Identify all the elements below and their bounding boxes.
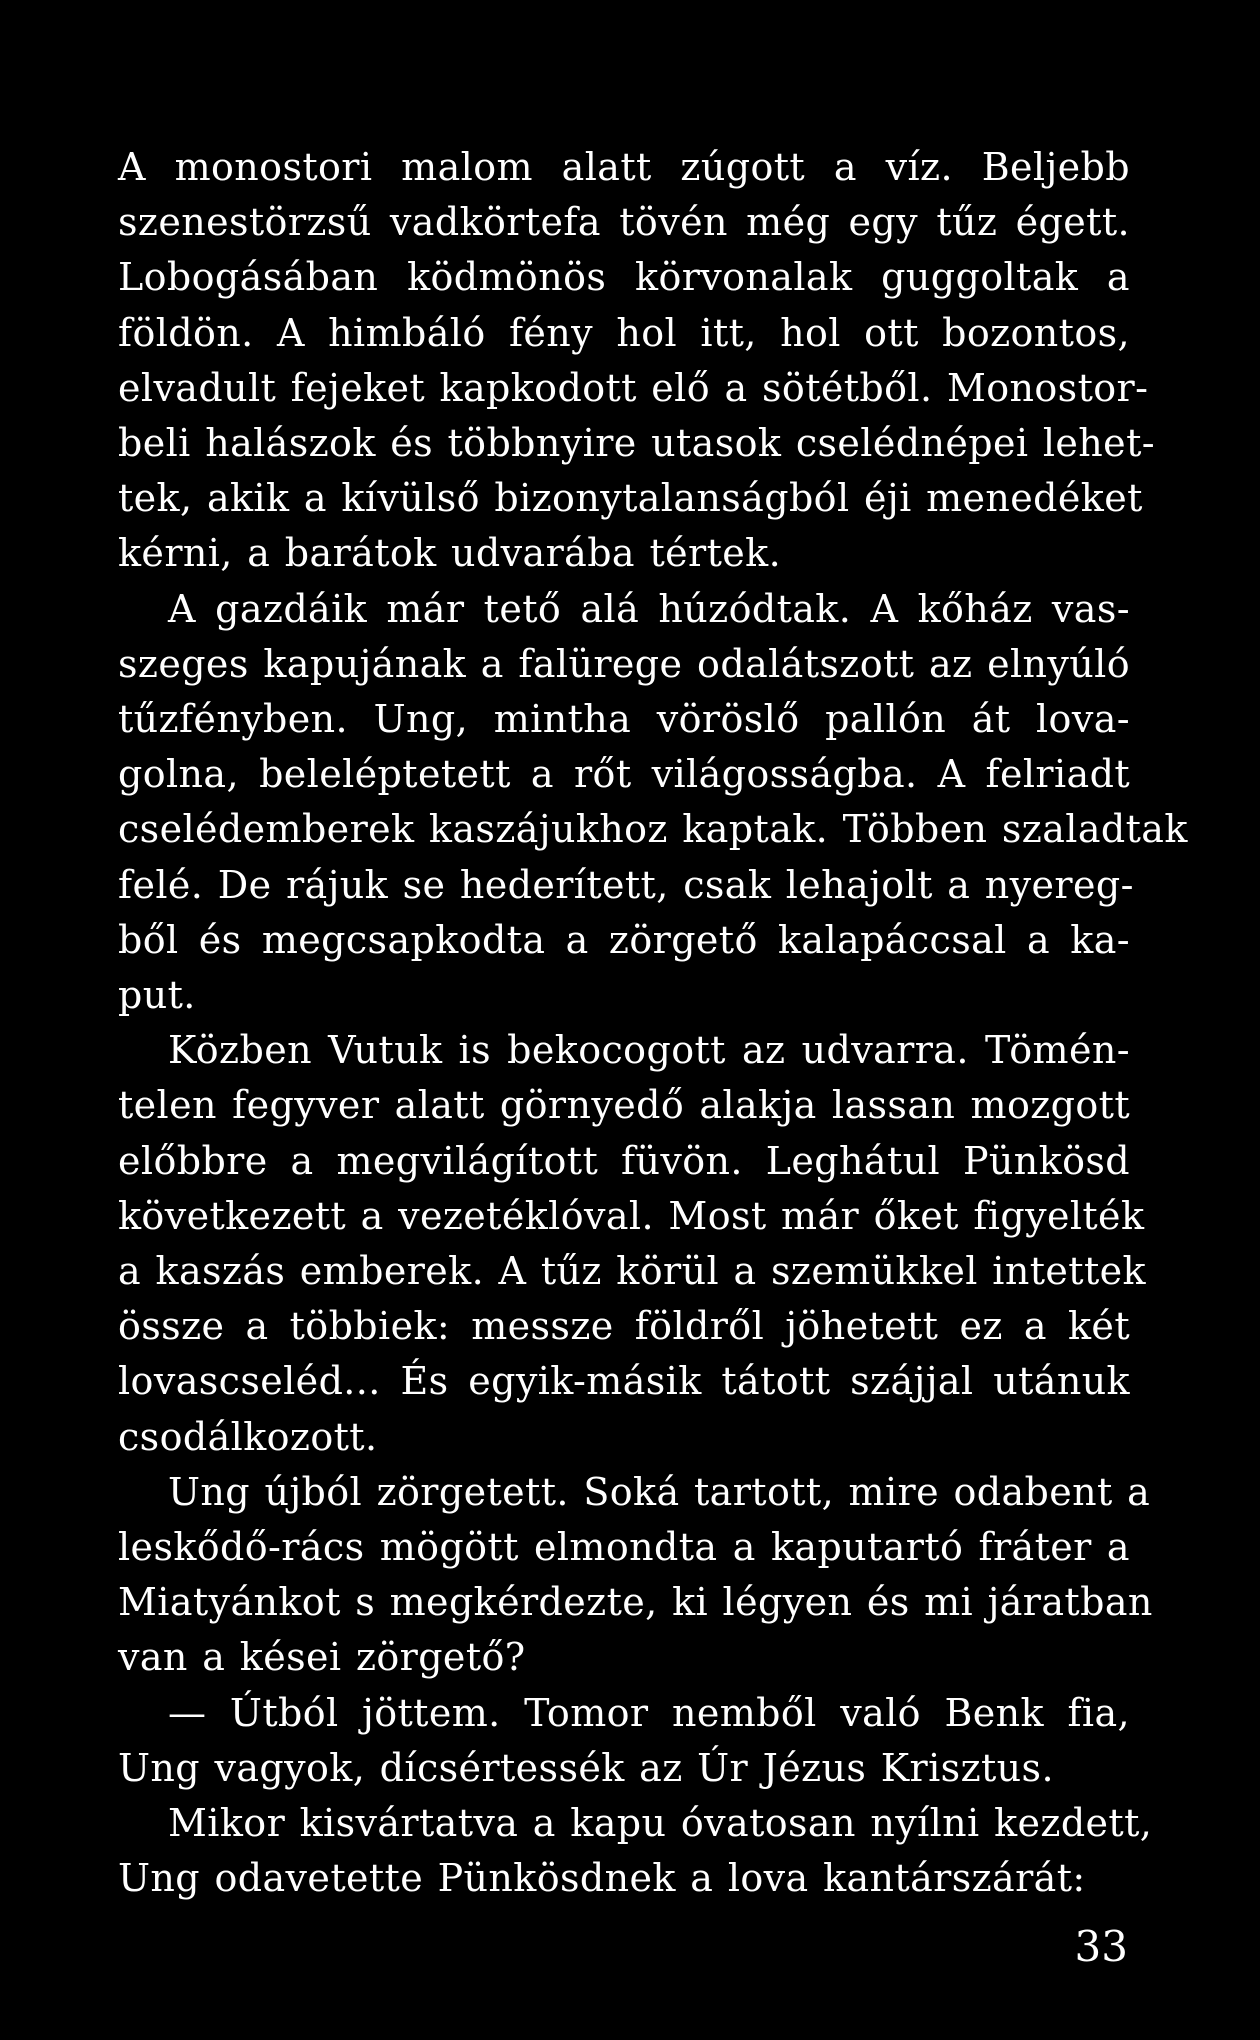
- text-line: földön. A himbáló fény hol itt, hol ott bozontos,: [118, 310, 1130, 355]
- text-line: szeges kapujának a falürege odalátszott az elnyúló: [118, 641, 1130, 686]
- text-line: A monostori malom alatt zúgott a víz. Beljebb: [118, 145, 1130, 189]
- text-line: van a kései zörgető?: [118, 1635, 526, 1680]
- text-line: A gazdáik már tető alá húzódtak. A kőház vas-: [168, 586, 1130, 631]
- paragraph: [118, 1796, 1153, 1906]
- text-line: Ung odavetette Pünkösdnek a lova kantárszárát:: [118, 1856, 1086, 1901]
- text-line: — Útból jöttem. Tomor nemből való Benk fia,: [168, 1690, 1130, 1735]
- page-text: [118, 140, 1188, 1907]
- text-line: lovascseléd... És egyik-másik tátott szájjal utánuk: [118, 1359, 1130, 1404]
- paragraph: [118, 1686, 1130, 1796]
- paragraph: [118, 140, 1155, 582]
- text-line: felé. De rájuk se hederített, csak lehajolt a nyereg-: [118, 862, 1134, 907]
- text-line: Ung újból zörgetett. Soká tartott, mire odabent a: [168, 1469, 1151, 1514]
- text-line: put.: [118, 973, 196, 1018]
- text-line: Lobogásában ködmönös körvonalak guggoltak a: [118, 255, 1130, 300]
- paragraph: [118, 1023, 1146, 1465]
- text-line: telen fegyver alatt görnyedő alakja lassan mozgott: [118, 1083, 1130, 1128]
- text-line: csodálkozott.: [118, 1414, 378, 1459]
- text-line: a kaszás emberek. A tűz körül a szemükkel intettek: [118, 1249, 1146, 1294]
- text-line: tűzfényben. Ung, mintha vöröslő pallón át lova-: [118, 697, 1130, 742]
- text-line: előbbre a megvilágított füvön. Leghátul Pünkösd: [118, 1138, 1130, 1183]
- text-line: leskődő-rács mögött elmondta a kaputartó fráter a: [118, 1525, 1130, 1570]
- text-line: cselédemberek kaszájukhoz kaptak. Többen szaladtak: [118, 807, 1188, 852]
- text-line: tek, akik a kívülső bizonytalanságból éji menedéket: [118, 476, 1143, 521]
- text-line: össze a többiek: messze földről jöhetett ez a két: [118, 1304, 1130, 1349]
- text-line: elvadult fejeket kapkodott elő a sötétből. Monostor-: [118, 365, 1149, 410]
- text-line: Közben Vutuk is bekocogott az udvarra. Tömén-: [168, 1028, 1130, 1073]
- text-line: Ung vagyok, dícsértessék az Úr Jézus Krisztus.: [118, 1745, 1054, 1790]
- text-line: Mikor kisvártatva a kapu óvatosan nyílni kezdett,: [168, 1801, 1153, 1846]
- text-line: ből és megcsapkodta a zörgető kalapáccsal a ka-: [118, 917, 1130, 962]
- text-line: szenestörzsű vadkörtefa tövén még egy tűz égett.: [118, 200, 1130, 245]
- text-line: Miatyánkot s megkérdezte, ki légyen és mi járatban: [118, 1580, 1153, 1625]
- text-line: következett a vezetéklóval. Most már őket figyelték: [118, 1193, 1145, 1238]
- text-line: golna, beleléptetett a rőt világosságba. A felriadt: [118, 752, 1130, 797]
- text-line: kérni, a barátok udvarába tértek.: [118, 531, 782, 576]
- paragraph: [118, 1465, 1153, 1686]
- page-number: 33: [1074, 1922, 1128, 1971]
- text-line: beli halászok és többnyire utasok cselédnépei lehet-: [118, 421, 1155, 466]
- paragraph: [118, 582, 1188, 1024]
